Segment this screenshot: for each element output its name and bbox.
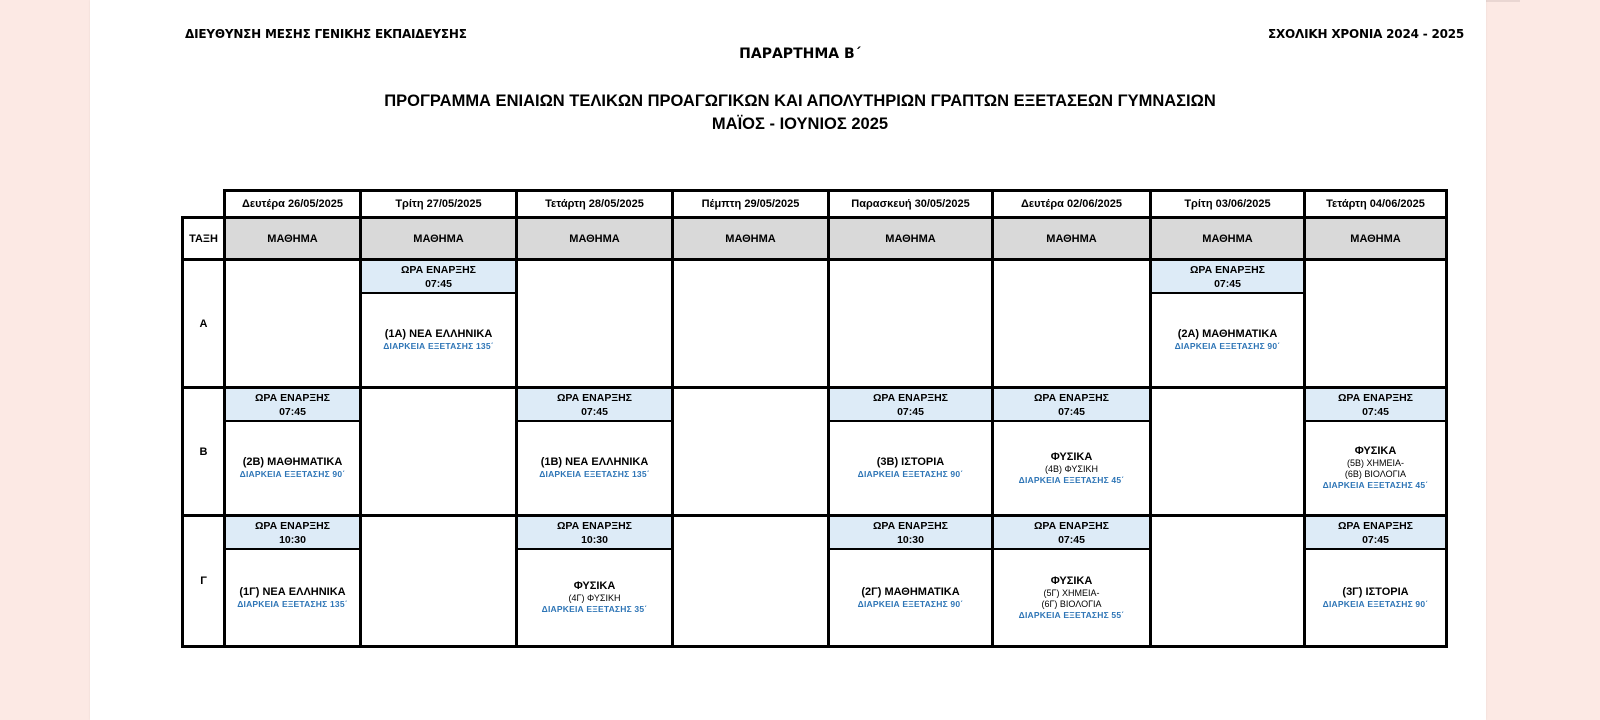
start-time-box [994,389,1149,422]
subject-column-header: ΜΑΘΗΜΑ [517,218,673,260]
exam-duration: ΔΙΑΡΚΕΙΑ ΕΞΕΤΑΣΗΣ 90΄ [239,469,346,479]
day-header-row [183,191,1447,218]
grade-label: Α [183,260,225,388]
start-time-label: ΩΡΑ ΕΝΑΡΞΗΣ [1190,264,1265,276]
start-time-box [994,517,1149,550]
exam-subject: ΦΥΣΙΚΑ [1050,450,1093,463]
start-time-label: ΩΡΑ ΕΝΑΡΞΗΣ [255,392,330,404]
exam-subject: (1Γ) ΝΕΑ ΕΛΛΗΝΙΚΑ [239,585,346,598]
exam-subject: (2Α) ΜΑΘΗΜΑΤΙΚΑ [1177,328,1278,340]
empty-cell [225,260,361,388]
exam-cell [517,516,673,647]
exam-course-line: (6Γ) ΒΙΟΛΟΓΙΑ [1041,598,1102,609]
start-time-label: ΩΡΑ ΕΝΑΡΞΗΣ [1034,520,1109,532]
exam-cell [993,516,1151,647]
exam-duration: ΔΙΑΡΚΕΙΑ ΕΞΕΤΑΣΗΣ 45΄ [1018,474,1125,485]
exam-details [362,294,515,386]
exam-duration: ΔΙΑΡΚΕΙΑ ΕΞΕΤΑΣΗΣ 90΄ [857,598,964,609]
exam-subject: (1Α) ΝΕΑ ΕΛΛΗΝΙΚΑ [384,328,493,340]
exam-cell [829,388,993,516]
start-time-value: 07:45 [1362,406,1389,418]
empty-cell [517,260,673,388]
empty-cell [673,260,829,388]
start-time-label: ΩΡΑ ΕΝΑΡΞΗΣ [873,392,948,404]
exam-details [1306,550,1445,645]
empty-cell [1305,260,1447,388]
day-header: Τετάρτη 04/06/2025 [1305,191,1447,218]
grade-row [183,388,1447,516]
document-subtitle: ΜΑΪΟΣ - ΙΟΥΝΙΟΣ 2025 [711,115,889,133]
start-time-value: 07:45 [897,406,924,418]
subject-header-row [183,218,1447,260]
start-time-label: ΩΡΑ ΕΝΑΡΞΗΣ [1034,392,1109,404]
start-time-label: ΩΡΑ ΕΝΑΡΞΗΣ [557,392,632,404]
empty-cell [829,260,993,388]
start-time-value: 07:45 [1362,534,1389,546]
start-time-box [518,517,671,550]
annex-label: ΠΑΡΑΡΤΗΜΑ Β΄ [739,46,861,62]
subject-column-header: ΜΑΘΗΜΑ [829,218,993,260]
exam-duration: ΔΙΑΡΚΕΙΑ ΕΞΕΤΑΣΗΣ 35΄ [541,604,648,614]
subject-column-header: ΜΑΘΗΜΑ [1305,218,1447,260]
day-header: Δευτέρα 02/06/2025 [993,191,1151,218]
exam-duration: ΔΙΑΡΚΕΙΑ ΕΞΕΤΑΣΗΣ 90΄ [1174,341,1281,351]
day-header: Τρίτη 27/05/2025 [361,191,517,218]
exam-course-line: (6Β) ΒΙΟΛΟΓΙΑ [1344,469,1407,479]
start-time-box [226,389,359,422]
exam-cell [993,388,1151,516]
start-time-value: 07:45 [1058,534,1085,546]
exam-details [994,550,1149,645]
exam-subject: (1Β) ΝΕΑ ΕΛΛΗΝΙΚΑ [540,456,649,468]
subject-column-header: ΜΑΘΗΜΑ [361,218,517,260]
exam-details [226,422,359,514]
start-time-box [518,389,671,422]
exam-subject: ΦΥΣΙΚΑ [1050,574,1093,587]
exam-duration: ΔΙΑΡΚΕΙΑ ΕΞΕΤΑΣΗΣ 90΄ [857,469,964,479]
empty-cell [361,516,517,647]
start-time-value: 10:30 [897,534,924,546]
exam-duration: ΔΙΑΡΚΕΙΑ ΕΞΕΤΑΣΗΣ 55΄ [1018,609,1125,620]
day-header: Τετάρτη 28/05/2025 [517,191,673,218]
exam-course-line: (4Γ) ΦΥΣΙΚΗ [568,593,621,603]
exam-details [518,550,671,645]
empty-cell [1151,516,1305,647]
document-title: ΠΡΟΓΡΑΜΜΑ ΕΝΙΑΙΩΝ ΤΕΛΙΚΩΝ ΠΡΟΑΓΩΓΙΚΩΝ ΚΑΙ ΑΠΟΛΥΤΗΡΙΩΝ ΓΡΑΠΤΩΝ ΕΞΕΤΑΣΕΩΝ ΓΥΜΝΑΣΙΩΝ [384,92,1216,110]
grade-label: Γ [183,516,225,647]
start-time-value: 07:45 [425,278,452,290]
exam-subject: (2Β) ΜΑΘΗΜΑΤΙΚΑ [242,456,343,468]
exam-cell [225,388,361,516]
start-time-label: ΩΡΑ ΕΝΑΡΞΗΣ [255,520,330,532]
exam-details [226,550,359,645]
start-time-box [1152,261,1303,294]
exam-duration: ΔΙΑΡΚΕΙΑ ΕΞΕΤΑΣΗΣ 135΄ [539,469,650,479]
class-column-header: ΤΑΞΗ [183,218,225,260]
day-header: Δευτέρα 26/05/2025 [225,191,361,218]
exam-duration: ΔΙΑΡΚΕΙΑ ΕΞΕΤΑΣΗΣ 135΄ [237,598,348,609]
day-header: Τρίτη 03/06/2025 [1151,191,1305,218]
exam-course-line: (5Γ) ΧΗΜΕΙΑ- [1043,587,1100,598]
start-time-value: 07:45 [279,406,306,418]
start-time-box [830,517,991,550]
exam-course-line: (4Β) ΦΥΣΙΚΗ [1045,463,1098,474]
exam-subject: (2Γ) ΜΑΘΗΜΑΤΙΚΑ [861,585,960,598]
empty-cell [993,260,1151,388]
grade-row [183,516,1447,647]
start-time-value: 10:30 [279,534,306,546]
exam-details [830,550,991,645]
start-time-value: 07:45 [1214,278,1241,290]
exam-cell [225,516,361,647]
school-year-header: ΣΧΟΛΙΚΗ ΧΡΟΝΙΑ 2024 - 2025 [1268,27,1465,41]
exam-details [830,422,991,514]
exam-duration: ΔΙΑΡΚΕΙΑ ΕΞΕΤΑΣΗΣ 135΄ [383,341,494,351]
exam-cell [829,516,993,647]
exam-duration: ΔΙΑΡΚΕΙΑ ΕΞΕΤΑΣΗΣ 45΄ [1322,480,1429,490]
start-time-label: ΩΡΑ ΕΝΑΡΞΗΣ [557,520,632,532]
day-header: Πέμπτη 29/05/2025 [673,191,829,218]
grade-label: Β [183,388,225,516]
start-time-box [1306,517,1445,550]
exam-duration: ΔΙΑΡΚΕΙΑ ΕΞΕΤΑΣΗΣ 90΄ [1322,598,1429,609]
exam-details [1152,294,1303,386]
start-time-box [226,517,359,550]
exam-course-line: (5Β) ΧΗΜΕΙΑ- [1346,458,1404,468]
exam-schedule-table [181,189,1448,648]
exam-cell [1151,260,1305,388]
exam-details [518,422,671,514]
exam-cell [517,388,673,516]
start-time-box [362,261,515,294]
start-time-value: 07:45 [581,406,608,418]
start-time-label: ΩΡΑ ΕΝΑΡΞΗΣ [1338,520,1413,532]
exam-subject: (3Β) ΙΣΤΟΡΙΑ [876,456,945,468]
grade-row [183,260,1447,388]
exam-details [994,422,1149,514]
exam-subject: (3Γ) ΙΣΤΟΡΙΑ [1342,585,1409,598]
subject-column-header: ΜΑΘΗΜΑ [225,218,361,260]
day-header: Παρασκευή 30/05/2025 [829,191,993,218]
start-time-box [1306,389,1445,422]
start-time-label: ΩΡΑ ΕΝΑΡΞΗΣ [873,520,948,532]
start-time-value: 07:45 [1058,406,1085,418]
start-time-box [830,389,991,422]
start-time-label: ΩΡΑ ΕΝΑΡΞΗΣ [401,264,476,276]
subject-column-header: ΜΑΘΗΜΑ [993,218,1151,260]
empty-cell [673,516,829,647]
empty-cell [1151,388,1305,516]
directorate-header: ΔΙΕΥΘΥΝΣΗ ΜΕΣΗΣ ΓΕΝΙΚΗΣ ΕΚΠΑΙΔΕΥΣΗΣ [185,27,467,41]
subject-column-header: ΜΑΘΗΜΑ [673,218,829,260]
exam-cell [1305,388,1447,516]
empty-cell [673,388,829,516]
start-time-value: 10:30 [581,534,608,546]
corner-cell [183,191,225,218]
exam-cell [361,260,517,388]
exam-cell [1305,516,1447,647]
exam-subject: ΦΥΣΙΚΑ [573,580,616,592]
start-time-label: ΩΡΑ ΕΝΑΡΞΗΣ [1338,392,1413,404]
exam-subject: ΦΥΣΙΚΑ [1354,445,1397,457]
empty-cell [361,388,517,516]
subject-column-header: ΜΑΘΗΜΑ [1151,218,1305,260]
exam-details [1306,422,1445,514]
